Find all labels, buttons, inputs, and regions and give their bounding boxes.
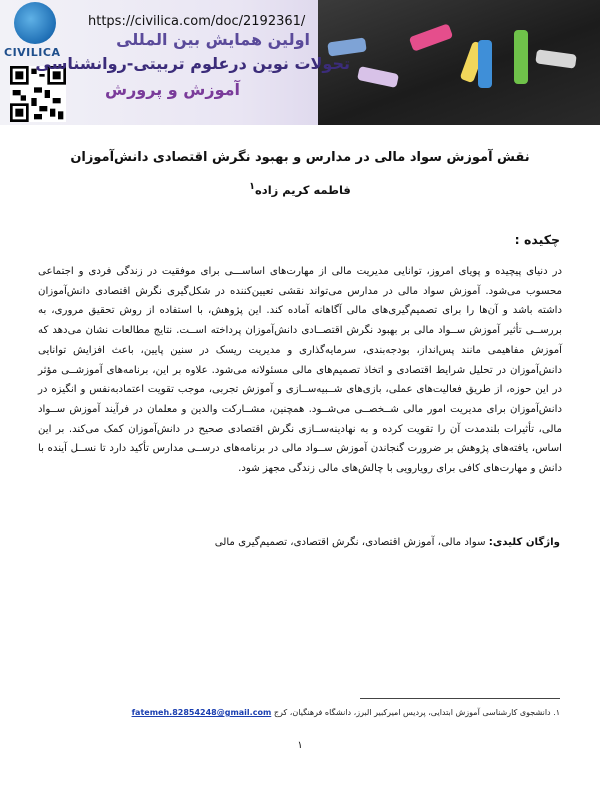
paper-author [40, 181, 560, 197]
footnote-email-link[interactable]: fatemeh.82854248@gmail.com [131, 708, 272, 717]
abstract-heading: چکیده : [514, 232, 560, 247]
keywords-line [40, 537, 560, 548]
conference-title-line2: تحولات نوین درعلوم تربیتی-روانشناسی [35, 54, 350, 73]
author-footnote [40, 708, 560, 717]
footnote-affiliation: ۱. دانشجوی کارشناسی آموزش ابتدایی، پردیس امیرکبیر البرز، دانشگاه فرهنگیان، کرج [273, 708, 560, 717]
document-url[interactable]: https://civilica.com/doc/2192361/ [88, 14, 306, 29]
keywords-label: واژگان کلیدی: [488, 537, 560, 548]
conference-title-line1: اولین همایش بین المللی [116, 30, 310, 49]
keywords-list: سواد مالی، آموزش اقتصادی، نگرش اقتصادی، تصمیم‌گیری مالی [214, 537, 489, 548]
conference-title-line3: آموزش و پرورش [105, 80, 240, 99]
conference-banner [0, 0, 600, 125]
qr-code-icon [10, 66, 66, 122]
author-footnote-mark: ۱ [249, 181, 256, 192]
civilica-logo-text: CIVILICA [4, 46, 61, 59]
footnote-divider [360, 698, 560, 699]
abstract-body: در دنیای پیچیده و پویای امروز، توانایی مدیریت مالی از مهارت‌های اساســـی برای موفقیت در زندگی فردی و اجتماعی محسوب می‌شود. آموزش سواد مالی در مدارس می‌تواند نقشی تعیین‌کننده در شکل‌گیری نگرش اقتصادی دانش‌آموزان داشته باشد و آن‌ها را برای تصمیم‌گیری‌های مالی آگاهانه آماده کند. این پژوهش، با استفاده از روش تحقیق مروری، به بررســی تأثیر آموزش ســواد مالی بر بهبود نگرش اقتصــادی دانش‌آموزان پرداخته اســت. نتایج مطالعات نشان می‌دهد که آموزش مفاهیمی مانند پس‌انداز، بودجه‌بندی، سرمایه‌گذاری و مدیریت ریسک در سنین پایین، باعث افزایش توانایی دانش‌آموزان در تحلیل شرایط اقتصادی و اتخاذ تصمیم‌های مالی مسئولانه می‌شود. علاوه بر این، برنامه‌های آموزشــی مؤثر در این حوزه، از طریق فعالیت‌های عملی، بازی‌های شــبیه‌ســازی و آموزش تجربی، موجب تقویت اعتمادبه‌نفس و انگیزه در دانش‌آموزان برای مدیریت امور مالی شــخصــی می‌شــود. همچنین، مشــارکت والدین و معلمان در فرآیند آموزش ســواد مالی، تأثیرات بلندمدت آن را تقویت کرده و به نهادینه‌ســازی نگرش اقتصادی صحیح در دانش‌آموزان کمک می‌کند. بر این اساس، یافته‌های پژوهش بر ضرورت گنجاندن آموزش ســواد مالی در برنامه‌های درســی مدارس تأکید دارد تا نســل آینده با دانش و مهارت‌های کافی برای رویارویی با چالش‌های مالی زندگی مجهز شود. [38, 266, 562, 475]
civilica-globe-icon [14, 2, 56, 44]
civilica-logo [0, 0, 70, 62]
paper-title: نقش آموزش سواد مالی در مدارس و بهبود نگرش اقتصادی دانش‌آموزان [70, 150, 530, 165]
author-name: فاطمه کریم زاده [255, 182, 351, 197]
page-number: ۱ [297, 740, 303, 751]
chalk-photo [318, 0, 600, 125]
